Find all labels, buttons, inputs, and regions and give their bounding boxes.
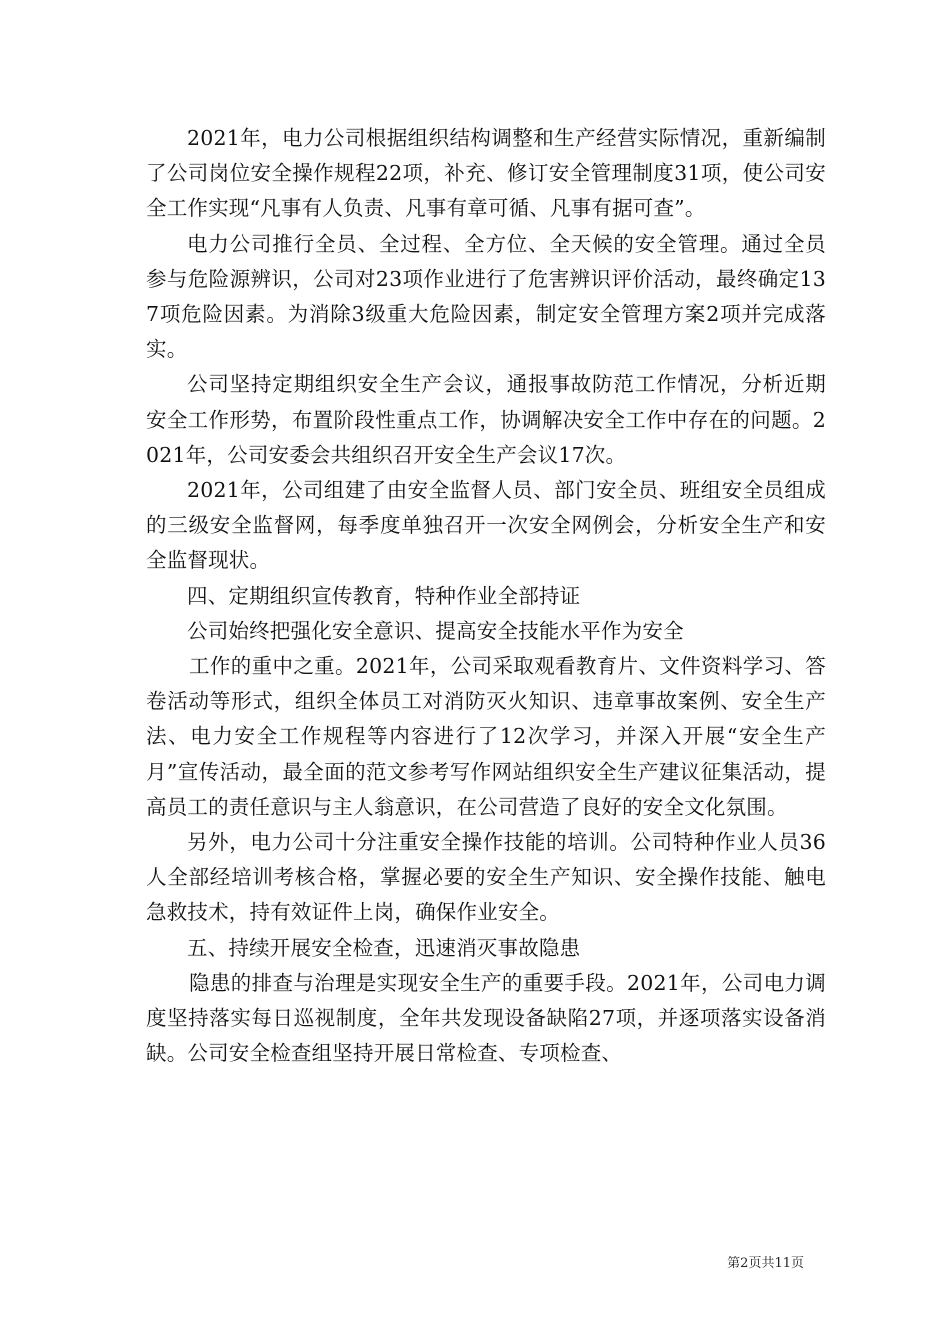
paragraph-inspection: 隐患的排查与治理是实现安全生产的重要手段。2021年，公司电力调度坚持落实每日巡视制度，全年共发现设备缺陷27项，并逐项落实设备消缺。公司安全检查组坚持开展日常检查、专项检查、: [146, 970, 826, 1066]
paragraph-hazard-identification: 电力公司推行全员、全过程、全方位、全天候的安全管理。通过全员参与危险源辨识，公司对23项作业进行了危害辨识评价活动，最终确定137项危险因素。为消除3级重大危险因素，制定安全管理方案2项并完成落实。: [146, 231, 826, 362]
document-body: [146, 121, 826, 1071]
section-heading-five: 五、持续开展安全检查，迅速消灭事故隐患: [187, 935, 581, 960]
paragraph-awareness-intro: 公司始终把强化安全意识、提高安全技能水平作为安全: [187, 618, 684, 643]
paragraph-skills-training: 另外，电力公司十分注重安全操作技能的培训。公司特种作业人员36人全部经培训考核合格，掌握必要的安全生产知识、安全操作技能、触电急救技术，持有效证件上岗，确保作业安全。: [146, 830, 826, 925]
paragraph-supervision-network: 2021年，公司组建了由安全监督人员、部门安全员、班组安全员组成的三级安全监督网，每季度单独召开一次安全网例会，分析安全生产和安全监督现状。: [146, 478, 826, 573]
paragraph-regulations: 2021年，电力公司根据组织结构调整和生产经营实际情况，重新编制了公司岗位安全操作规程22项，补充、修订安全管理制度31项，使公司安全工作实现“凡事有人负责、凡事有章可循、凡事有据可查”。: [146, 126, 826, 221]
paragraph-education: 工作的重中之重。2021年，公司采取观看教育片、文件资料学习、答卷活动等形式，组织全体员工对消防灭火知识、违章事故案例、安全生产法、电力安全工作规程等内容进行了12次学习，并深入开展“安全生产月”宣传活动，最全面的范文参考写作网站组织安全生产建议征集活动，提高员工的责任意识与主人翁意识，在公司营造了良好的安全文化氛围。: [146, 654, 826, 819]
page-number-footer: 第2页共11页: [727, 1256, 804, 1271]
section-heading-four: 四、定期组织宣传教育，特种作业全部持证: [187, 583, 581, 608]
paragraph-safety-meetings: 公司坚持定期组织安全生产会议，通报事故防范工作情况，分析近期安全工作形势，布置阶段性重点工作，协调解决安全工作中存在的问题。2021年，公司安委会共组织召开安全生产会议17次。: [146, 372, 826, 467]
